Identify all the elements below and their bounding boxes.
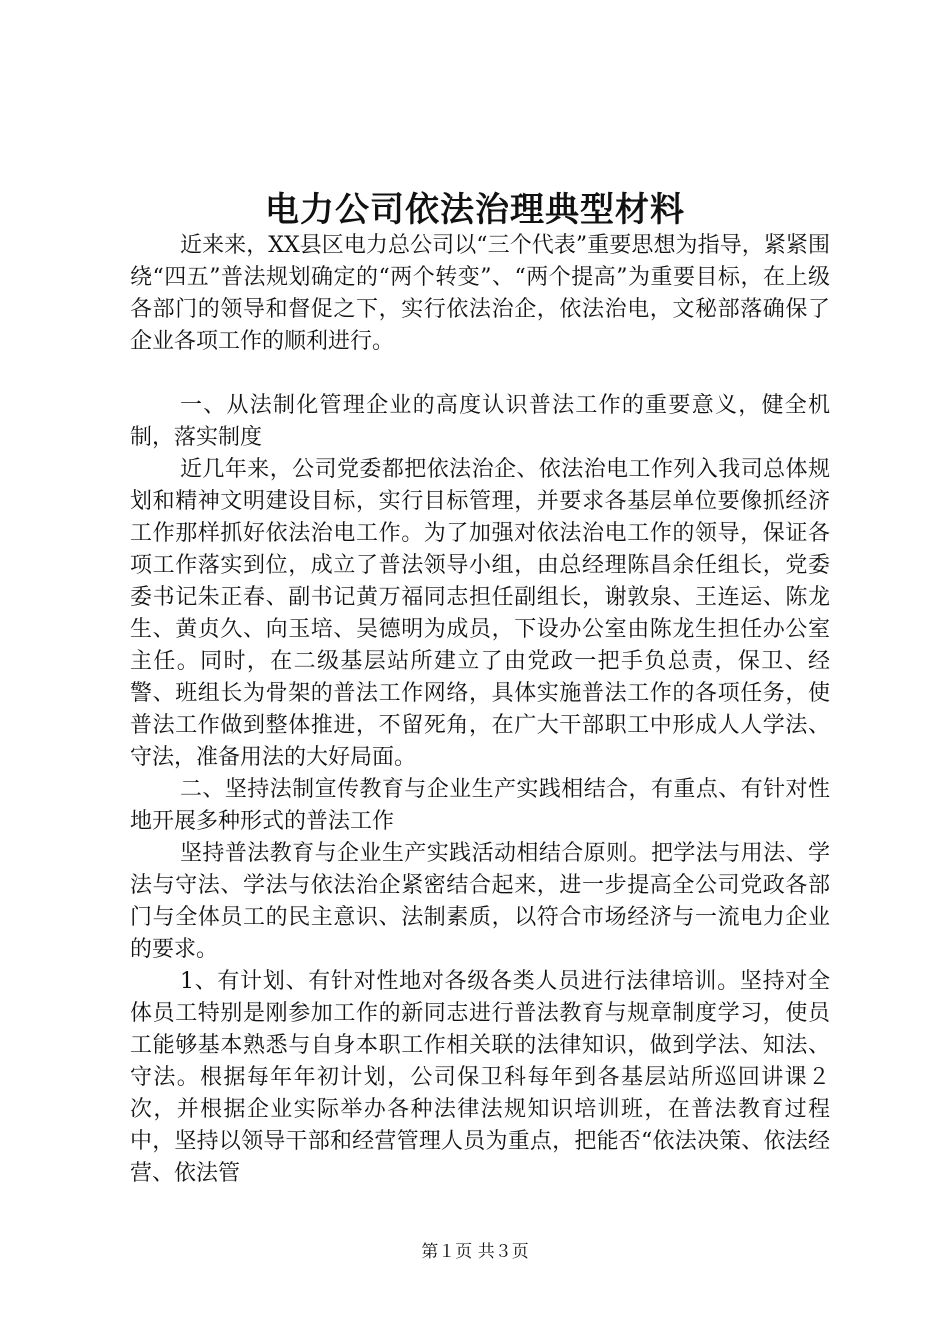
- document-body: [130, 230, 830, 1190]
- section-heading-1: 一、从法制化管理企业的高度认识普法工作的重要意义，健全机制，落实制度: [130, 393, 830, 450]
- intro-paragraph: 近来来，XX县区电力总公司以“三个代表”重要思想为指导，紧紧围绕“四五”普法规划确定的“两个转变”、“两个提高”为重要目标，在上级各部门的领导和督促之下，实行依法治企，依法治电，文秘部落确保了企业各项工作的顺利进行。: [130, 233, 830, 354]
- section-heading-2: 二、坚持法制宣传教育与企业生产实践相结合，有重点、有针对性地开展多种形式的普法工作: [130, 777, 830, 834]
- page-number-footer: 第１页 共３页: [421, 1242, 529, 1262]
- body-paragraph: 1、有计划、有针对性地对各级各类人员进行法律培训。坚持对全体员工特别是刚参加工作的新同志进行普法教育与规章制度学习，使员工能够基本熟悉与自身本职工作相关联的法律知识，做到学法、知法、守法。根据每年年初计划，公司保卫科每年到各基层站所巡回讲课２次，并根据企业实际举办各种法律法规知识培训班，在普法教育过程中，坚持以领导干部和经营管理人员为重点，把能否“依法决策、依法经营、依法管: [130, 969, 830, 1186]
- body-paragraph: 近几年来，公司党委都把依法治企、依法治电工作列入我司总体规划和精神文明建设目标，实行目标管理，并要求各基层单位要像抓经济工作那样抓好依法治电工作。为了加强对依法治电工作的领导，保证各项工作落实到位，成立了普法领导小组，由总经理陈昌余任组长，党委委书记朱正春、副书记黄万福同志担任副组长，谢敦泉、王连运、陈龙生、黄贞久、向玉培、吴德明为成员，下设办公室由陈龙生担任办公室主任。同时，在二级基层站所建立了由党政一把手负总责，保卫、经警、班组长为骨架的普法工作网络，具体实施普法工作的各项任务，使普法工作做到整体推进，不留死角，在广大干部职工中形成人人学法、守法，准备用法的大好局面。: [130, 457, 830, 770]
- document-title: 电力公司依法治理典型材料: [265, 190, 685, 230]
- body-paragraph: 坚持普法教育与企业生产实践活动相结合原则。把学法与用法、学法与守法、学法与依法治企紧密结合起来，进一步提高全公司党政各部门与全体员工的民主意识、法制素质，以符合市场经济与一流电力企业的要求。: [130, 841, 830, 962]
